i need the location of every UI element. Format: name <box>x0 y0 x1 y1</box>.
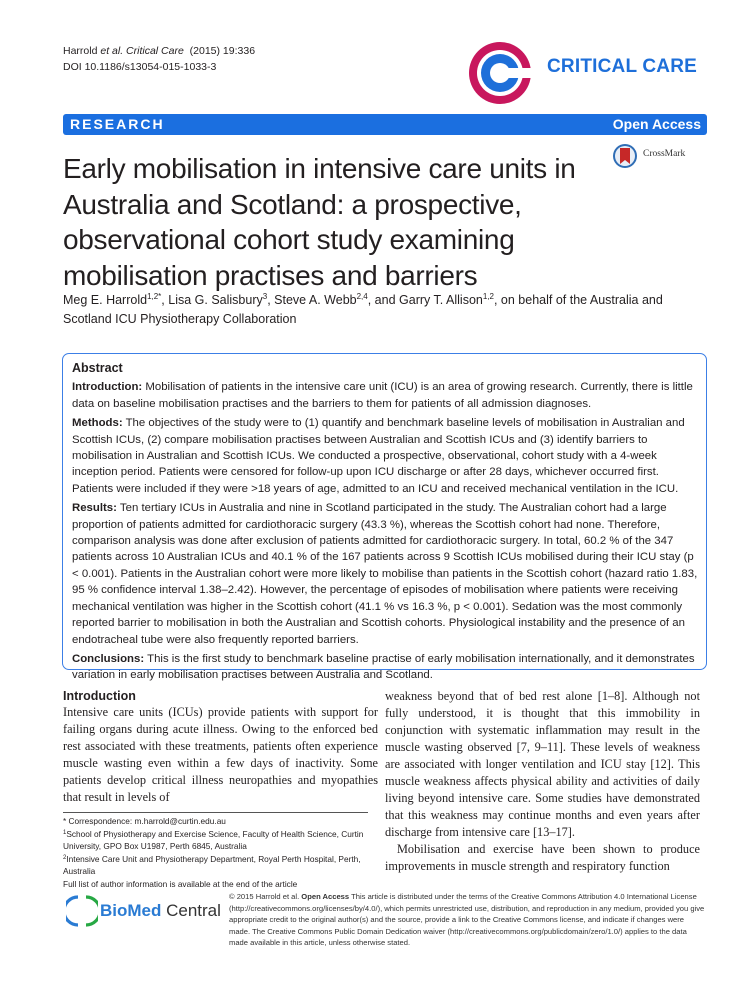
author-separator: , <box>267 293 275 307</box>
citation-author: Harrold <box>63 45 98 57</box>
biomed-central-logo <box>66 894 221 928</box>
affiliation-2 <box>63 853 378 878</box>
author-name[interactable]: Steve A. Webb <box>274 293 357 307</box>
author-separator: , and <box>367 293 400 307</box>
abstract-box <box>62 353 707 682</box>
abstract-introduction <box>72 379 699 412</box>
biomed-central-wordmark <box>100 901 221 921</box>
author-affiliation: 1,2 <box>482 292 494 301</box>
affiliation-1 <box>63 828 378 853</box>
affiliation-number: 2 <box>63 854 67 861</box>
citation-volume: (2015) 19:336 <box>189 45 256 57</box>
abstract-section-text: The objectives of the study were to (1) quantify and benchmark baseline levels of mobilisation in Australian and Scottish ICUs, (2) compare mobilisation practises between Australian and Scottish ICUs and (3) identify barriers to mobilisation in Australian and Scottish ICUs. We conducted a prospective, observational, cohort study with a 4-week inception period. Patients were censored for follow-up upon ICU discharge or after 28 days, whichever occurred first. Patients were included if they were >18 years of age, admitted to an ICU and received mechanical ventilation in the ICU. <box>72 417 685 495</box>
citation-header <box>63 43 255 75</box>
journal-logo-text: CRITICAL CARE <box>547 56 698 77</box>
journal-logo <box>465 38 700 108</box>
abstract-conclusions <box>72 651 699 684</box>
affiliation-text: Intensive Care Unit and Physiotherapy Department, Royal Perth Hospital, Perth, Australia <box>63 853 361 876</box>
affiliation-text: School of Physiotherapy and Exercise Science, Faculty of Health Science, Curtin University, GPO Box U1987, Perth 6845, Australia <box>63 828 364 851</box>
footnote-divider <box>63 812 368 813</box>
body-column-right <box>385 688 700 875</box>
section-heading-introduction: Introduction <box>63 689 136 703</box>
crossmark-label: CrossMark <box>643 149 686 159</box>
abstract-section-label: Introduction: <box>72 381 143 394</box>
correspondence-note[interactable]: * Correspondence: m.harrold@curtin.edu.au <box>63 816 226 826</box>
abstract-content <box>72 360 699 687</box>
license-statement <box>229 891 707 949</box>
abstract-methods <box>72 415 699 497</box>
copyright-text: © 2015 Harrold et al. <box>229 892 302 901</box>
abstract-section-text: This is the first study to benchmark baseline practise of early mobilisation internationally, and it demonstrates variation in early mobilisation practises between Australia and Scotland. <box>72 652 695 682</box>
citation-journal: Critical Care <box>126 45 184 57</box>
abstract-section-label: Results: <box>72 502 117 515</box>
crossmark-button[interactable] <box>612 143 707 169</box>
article-type-label: RESEARCH <box>70 116 165 132</box>
author-separator: , <box>161 293 169 307</box>
affiliation-number: 1 <box>63 829 67 836</box>
author-name[interactable]: Meg E. Harrold <box>63 293 148 307</box>
wordmark-biomed: BioMed <box>100 901 162 920</box>
biomed-central-logo-icon <box>66 894 98 928</box>
author-affiliation: 2,4 <box>356 292 368 301</box>
body-paragraph: weakness beyond that of bed rest alone [1–8]. Although not fully understood, it is thought that this immobility in conjunction with systematic inflammation may result in the muscle wasting observed [7, 9–11]. These levels of weakness are associated with longer ventilation and ICU stay [12]. This muscle weakness affects physical ability and activities of daily living beyond intensive care. Some studies have demonstrated that this weakness may continue months and even years after discharge from intensive care [13–17]. <box>385 689 700 839</box>
abstract-section-label: Methods: <box>72 417 123 430</box>
footnotes <box>63 815 378 890</box>
abstract-section-text: Ten tertiary ICUs in Australia and nine in Scotland participated in the study. The Australian cohort had a large proportion of patients admitted for cardiothoracic surgery (43.3 %), whereas the Scottish cohort had none. Therefore, comparison analysis was done after exclusion of patients admitted for cardiothoracic surgery. In total, 60.2 % of the 347 patients across 10 Australian ICUs and 40.1 % of the 167 patients across 9 Scottish ICUs mobilised during their ICU stay (p < 0.001). Patients in the Australian cohort were more likely to mobilise than patients in the Scottish cohort (hazard ratio 1.83, 95 % confidence interval 1.38–2.42). However, the percentage of episodes of mobilisation where patients were receiving mechanical ventilation was higher in the Scottish cohort (41.1 % vs 16.3 %, p < 0.001). Sedation was the most commonly reported barrier to mobilisation in both the Australian and Scottish cohorts. Physiological instability and the presence of an endotracheal tube were also frequently reported barriers. <box>72 502 698 646</box>
citation-line <box>63 43 255 59</box>
article-title: Early mobilisation in intensive care units in Australia and Scotland: a prospective, observational cohort study examining mobilisation practises and barriers <box>63 153 576 291</box>
author-name[interactable]: Garry T. Allison <box>399 293 483 307</box>
body-column-left <box>63 688 378 806</box>
abstract-results <box>72 500 699 648</box>
body-paragraph: Mobilisation and exercise have been shown to produce improvements in muscle strength and respiratory function <box>385 842 700 873</box>
author-collaboration: , on behalf of the Australia and Scotland ICU Physiotherapy Collaboration <box>63 293 663 326</box>
abstract-heading: Abstract <box>72 361 123 375</box>
author-affiliation: 3 <box>262 292 268 301</box>
citation-etal: et al. <box>100 45 124 57</box>
wordmark-central: Central <box>161 901 221 920</box>
author-affiliation: 1,2* <box>147 292 162 301</box>
body-paragraph: Intensive care units (ICUs) provide patients with support for failing organs during acute illness. Owing to the enforced bed rest associated with these treatments, patients often experience muscle wasting even within a few days of inactivity. Some patients develop critical illness neuropathies and myopathies that result in levels of <box>63 705 378 804</box>
author-list <box>63 291 703 329</box>
abstract-section-text: Mobilisation of patients in the intensive care unit (ICU) is an area of growing research. Currently, there is little data on baseline mobilisation practises and the barriers to them for patients of all admission diagnoses. <box>72 381 693 410</box>
article-type-banner <box>63 114 707 135</box>
license-text: This article is distributed under the terms of the Creative Commons Attribution 4.0 International License (http://creativecommons.org/licenses/by/4.0/), which permits unrestricted use, distribution, and reproduction in any medium, provided you give appropriate credit to the original author(s) and the source, provide a link to the Creative Commons license, and indicate if changes were made. The Creative Commons Public Domain Dedication waiver (http://creativecommons.org/publicdomain/zero/1.0/) applies to the data made available in this article, unless otherwise stated. <box>229 892 705 948</box>
author-name[interactable]: Lisa G. Salisbury <box>168 293 263 307</box>
abstract-section-label: Conclusions: <box>72 652 145 665</box>
critical-care-logo-icon <box>465 38 537 108</box>
open-access-label[interactable]: Open Access <box>612 116 701 132</box>
doi[interactable]: DOI 10.1186/s13054-015-1033-3 <box>63 61 217 73</box>
open-access-bold: Open Access <box>301 892 350 901</box>
full-author-info-note: Full list of author information is available at the end of the article <box>63 878 298 889</box>
